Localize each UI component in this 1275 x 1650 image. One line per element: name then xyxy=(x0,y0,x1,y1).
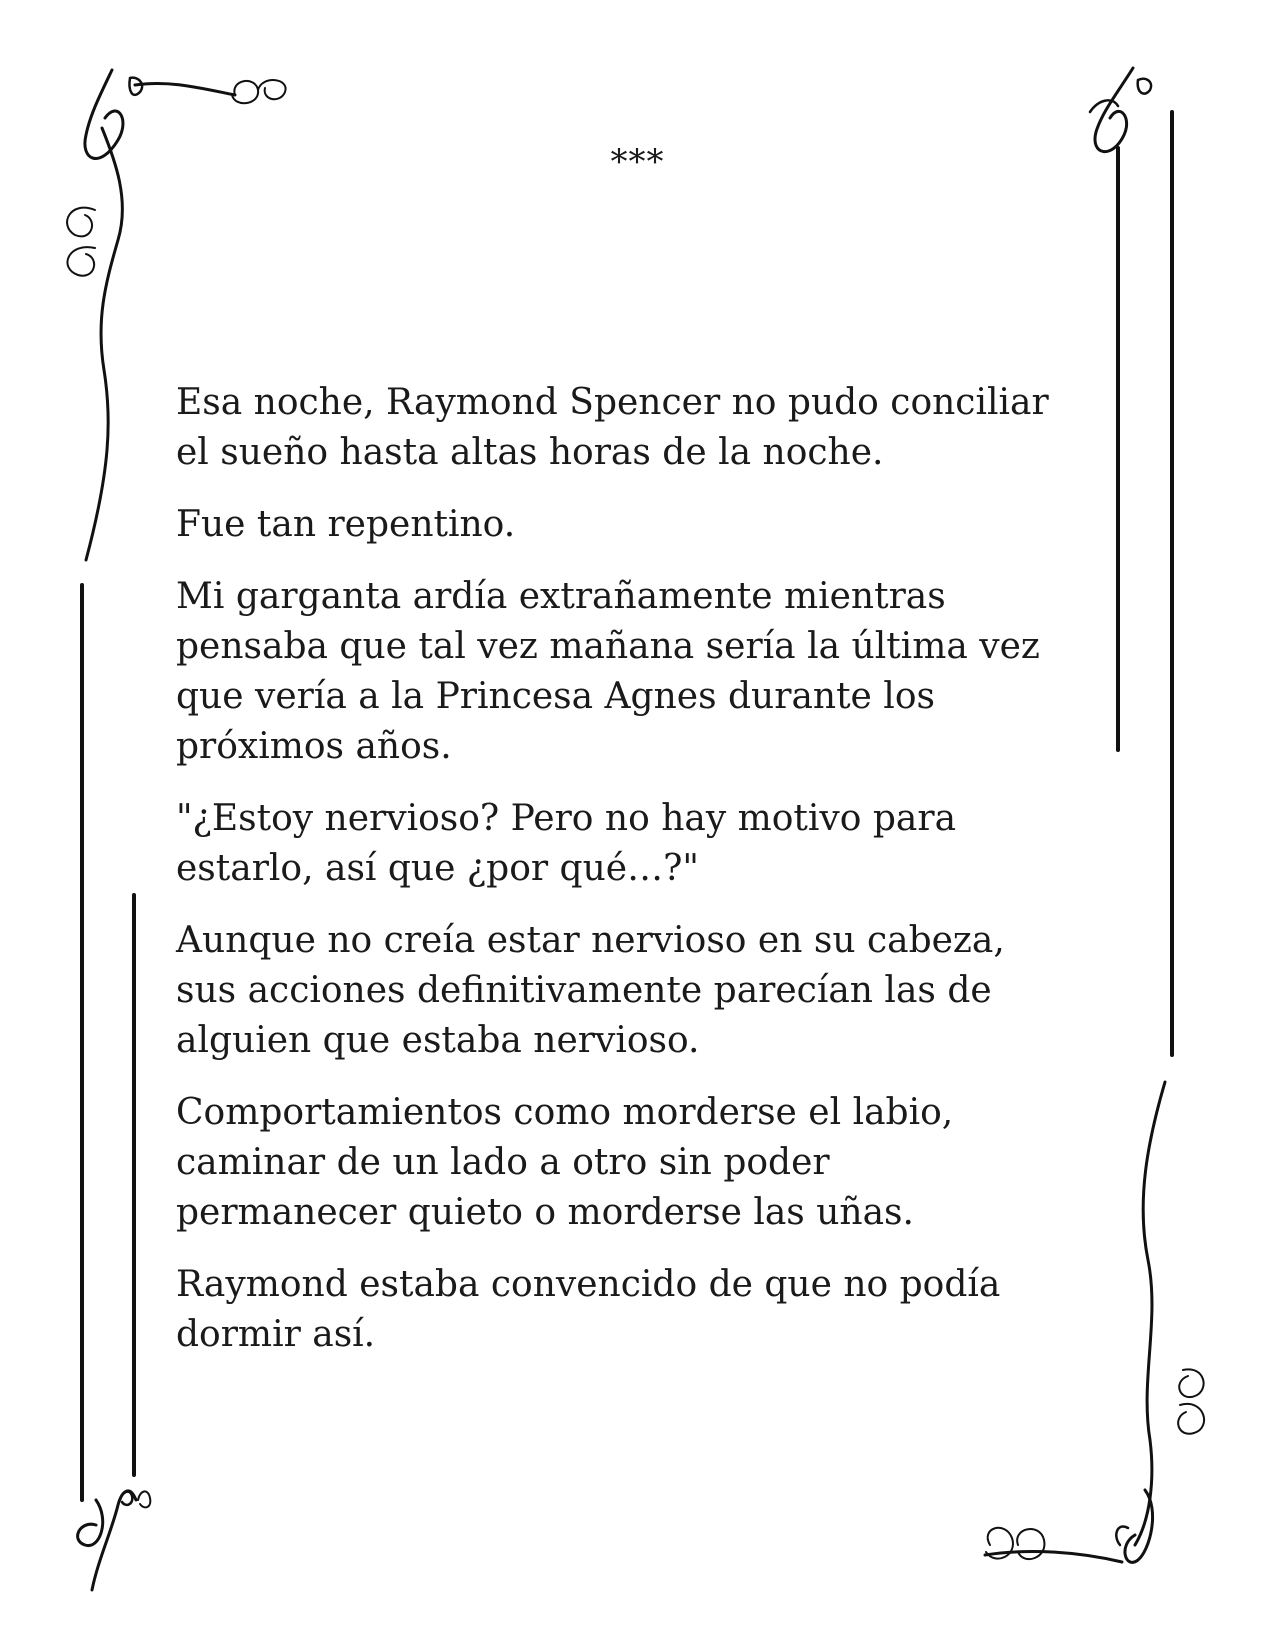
text-line: estarlo, así que ¿por qué…?" xyxy=(176,848,699,889)
corner-flourish-bottom-left-icon xyxy=(78,1491,151,1590)
story-text xyxy=(176,378,1116,1382)
paragraph xyxy=(176,378,1116,478)
text-line: Raymond estaba convencido de que no podía xyxy=(176,1264,1001,1305)
text-line: Aunque no creía estar nervioso en su cabeza, xyxy=(176,920,1005,961)
paragraph xyxy=(176,794,1116,894)
corner-flourish-top-right-icon xyxy=(1090,68,1151,152)
text-line: el sueño hasta altas horas de la noche. xyxy=(176,432,884,473)
text-line: "¿Estoy nervioso? Pero no hay motivo para xyxy=(176,798,957,839)
paragraph xyxy=(176,572,1116,772)
text-line: pensaba que tal vez mañana sería la última vez xyxy=(176,626,1040,667)
paragraph xyxy=(176,1260,1116,1360)
paragraph xyxy=(176,500,1116,550)
text-line: caminar de un lado a otro sin poder xyxy=(176,1142,830,1183)
text-line: Esa noche, Raymond Spencer no pudo conciliar xyxy=(176,382,1049,423)
text-line: Comportamientos como morderse el labio, xyxy=(176,1092,954,1133)
text-line: permanecer quieto o morderse las uñas. xyxy=(176,1192,914,1233)
text-line: Fue tan repentino. xyxy=(176,504,516,545)
paragraph xyxy=(176,916,1116,1066)
text-line: que vería a la Princesa Agnes durante los xyxy=(176,676,935,717)
text-line: alguien que estaba nervioso. xyxy=(176,1020,700,1061)
section-separator: *** xyxy=(610,142,665,182)
text-line: sus acciones definitivamente parecían las de xyxy=(176,970,992,1011)
text-line: próximos años. xyxy=(176,726,452,767)
text-line: dormir así. xyxy=(176,1314,376,1355)
text-line: Mi garganta ardía extrañamente mientras xyxy=(176,576,946,617)
paragraph xyxy=(176,1088,1116,1238)
